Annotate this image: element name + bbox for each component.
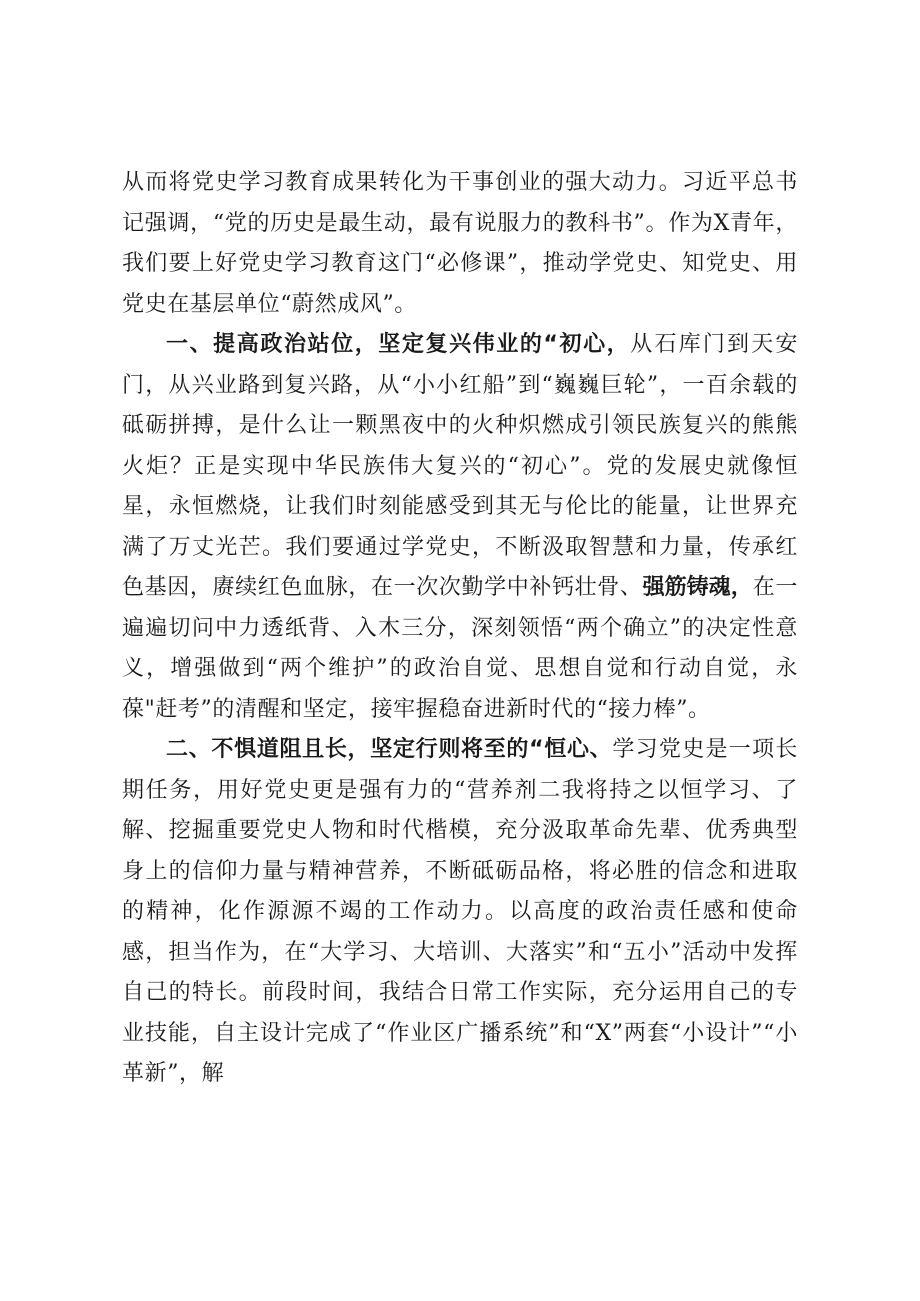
paragraph-intro (122, 163, 798, 325)
section-one-text-after: 在一遍遍切问中力透纸背、入木三分，深刻领悟“两个确立”的决定性意义，增强做到“两个维护”的政治自觉、思想自觉和行动自觉，永葆"赶考”的清醒和坚定，接牢握稳奋进新时代的“接力棒”。 (122, 575, 798, 722)
paragraph-section-one (122, 325, 798, 730)
section-two-text: 学习党史是一项长期任务，用好党史更是强有力的“营养剂二我将持之以恒学习、了解、挖掘重要党史人物和时代楷模，充分汲取革命先辈、优秀典型身上的信仰力量与精神营养，不断砥砺品格，将必胜的信念和进取的精神，化作源源不竭的工作动力。以高度的政治责任感和使命感，担当作为，在“大学习、大培训、大落实”和“五小”活动中发挥自己的特长。前段时间，我结合日常工作实际，充分运用自己的专业技能，自主设计完成了“作业区广播系统”和“X”两套“小设计”“小革新”，解 (122, 737, 798, 1086)
document-body (122, 163, 798, 1095)
section-one-bold-phrase: 强筋铸魂， (642, 575, 753, 600)
section-one-text: 从石库门到天安门，从兴业路到复兴路，从“小小红船”到“巍巍巨轮”，一百余载的砥砺拼搏，是什么让一颗黑夜中的火种炽燃成引领民族复兴的熊熊火炬？正是实现中华民族伟大复兴的“初心”。党的发展史就像恒星，永恒燃烧，让我们时刻能感受到其无与伦比的能量，让世界充满了万丈光芒。我们要通过学党史，不断汲取智慧和力量，传承红色基因，赓续红色血脉，在一次次勤学中补钙壮骨、 (122, 332, 799, 600)
paragraph-intro-text: 从而将党史学习教育成果转化为干事创业的强大动力。习近平总书记强调，“党的历史是最生动，最有说服力的教科书”。作为X青年，我们要上好党史学习教育这门“必修课”，推动学党史、知党史、用党史在基层单位“蔚然成风”。 (122, 170, 798, 317)
paragraph-section-two (122, 730, 798, 1095)
section-two-heading: 二、不惧道阻且长，坚定行则将至的“恒心、 (166, 737, 613, 762)
section-one-heading: 一、提高政治站位，坚定复兴伟业的“初心， (166, 332, 631, 357)
